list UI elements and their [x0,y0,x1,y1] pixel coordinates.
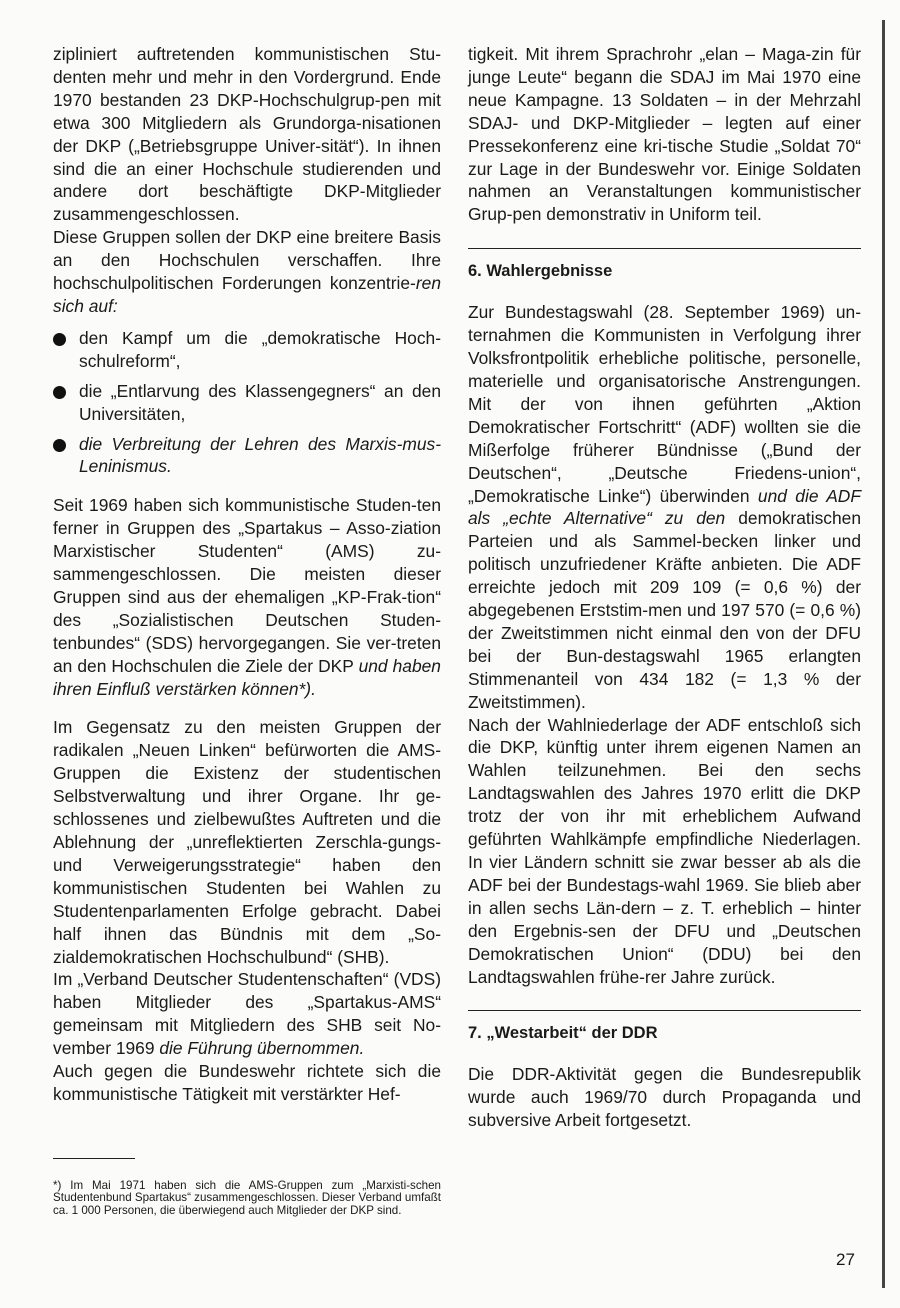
paragraph-bundestagswahl-text: Zur Bundestagswahl (28. September 1969) un-ternahmen die Kommunisten in Verfolgung ihrer Volksfrontpolitik erhebliche politische, personelle, materielle und organisatorische Anstrengungen. Mit der von ihnen geführten „Aktion Demokratischer Fortschritt“ (ADF) wollten sie die Mißerfolge früherer Bündnisse („Bund der Deutschen“, „Deutsche Friedens-union“, „Demokratische Linke“) überwinden [468,302,861,506]
paragraph-vds [53,968,441,1060]
paragraph-bundestagswahl [468,301,861,713]
paragraph-spartakus-text: Seit 1969 haben sich kommunistische Studen-ten ferner in Gruppen des „Spartakus – Asso-ziation Marxistischer Studenten“ (AMS) zu-sammengeschlossen. Die meisten dieser Gruppen sind aus der ehemaligen „KP-Frak-tion“ des „Sozialistischen Deutschen Studen-tenbundes“ (SDS) hervorgegangen. Sie ver-treten an den Hochschulen die Ziele der DKP [53,495,441,676]
paragraph-basis-hochschulen [53,226,441,318]
section-title: 7. „Westarbeit“ der DDR [468,1024,658,1043]
bullet-item-text: den Kampf um die „demokratische Hoch-schulreform“, [79,327,441,371]
bullet-item [53,327,441,373]
bullet-item [53,380,441,426]
paragraph-spartakus-italic: und haben ihren Einfluß verstärken können*). [53,655,441,699]
demands-bullet-list [53,327,441,478]
footnote-divider [53,1158,135,1159]
right-column [468,43,861,1132]
paragraph-sdaj-kampagne: tigkeit. Mit ihrem Sprachrohr „elan – Maga-zin für junge Leute“ begann die SDAJ im Mai 1970 eine neue Kampagne. 13 Soldaten – in der Mehrzahl SDAJ- und DKP-Mitglieder – legten auf einer Pressekonferenz eine kri-tische Studie „Soldat 70“ zur Lage in der Bundeswehr vor. Einige Soldaten nahmen an Veranstaltungen kommunistischer Grup-pen demonstrativ in Uniform teil. [468,44,861,225]
paragraph-ddr-aktivitaet: Die DDR-Aktivität gegen die Bundesrepublik wurde auch 1969/70 durch Propaganda und subversive Arbeit fortgesetzt. [468,1064,861,1131]
bullet-item [53,433,441,479]
paragraph-vds-italic: die Führung übernommen. [159,1038,365,1059]
paragraph-bundestagswahl-cont: demokratischen Parteien und als Sammel-becken linker und politisch unzufriedener Kräfte anbieten. Die ADF erreichte jedoch mit 209 109 (= 0,6 %) der abgegebenen Erststim-men und 197 570 (= 0,6 %) der Zweitstimmen nicht einmal den von der DFU bei der Bun-destagswahl 1965 erlangten Stimmenanteil von 434 182 (= 1,3 % der Zweitstimmen). [468,508,861,712]
section-heading-wahlergebnisse [468,248,861,287]
bullet-item-text: die „Entlarvung des Klassengegners“ an den Universitäten, [79,380,441,424]
paragraph-vds-text: Im „Verband Deutscher Studentenschaften“ (VDS) haben Mitglieder des „Spartakus-AMS“ gemeinsam mit Mitgliedern des SHB seit No-vember 1969 [53,969,441,1059]
paragraph-bundeswehr: Auch gegen die Bundeswehr richtete sich die kommunistische Tätigkeit mit verstärkter Hef- [53,1061,441,1104]
section-heading-westarbeit [468,1010,861,1049]
paragraph-landtagswahlen: Nach der Wahlniederlage der ADF entschloß sich die DKP, künftig unter ihrem eigenen Namen an Wahlen teilzunehmen. Bei den sechs Landtagswahlen des Jahres 1970 erlitt die DKP trotz der von ihr mit erheblichem Aufwand geführten Wahlkämpfe empfindliche Niederlagen. In vier Ländern schnitt sie zwar besser ab als die ADF bei der Bundestags-wahl 1969. Sie blieb aber in allen sechs Län-dern – z. T. erheblich – hinter den Ergebnis-sen der DFU und „Deutschen Demokratischen Union“ (DDU) bei den Landtagswahlen frühe-rer Jahre zurück. [468,714,861,987]
paragraph-ams-selbstverwaltung: Im Gegensatz zu den meisten Gruppen der radikalen „Neuen Linken“ befürworten die AMS-Gruppen die Existenz der studentischen Selbstverwaltung und ihrer Organe. Ihr ge-schlossenes und zielbewußtes Auftreten und die Ablehnung der „unreflektierten Zerschla-gungs- und Verweigerungsstrategie“ haben den kommunistischen Studenten bei Wahlen zu Studentenparlamenten Erfolge gebracht. Dabei half ihnen das Bündnis mit dem „So-zialdemokratischen Hochschulbund“ (SHB). [53,717,441,967]
left-column [53,43,441,1106]
section-title: 6. Wahlergebnisse [468,262,613,281]
bullet-item-text: die Verbreitung der Lehren des Marxis-mus-Leninismus. [79,433,441,477]
paragraph-basis-text: Diese Gruppen sollen der DKP eine breitere Basis an den Hochschulen verschaffen. Ihre hochschulpolitischen Forderungen konzentrie- [53,227,441,294]
paragraph-dkp-hochschulgruppen: zipliniert auftretenden kommunistischen Stu-denten mehr und mehr in den Vordergrund. Ende 1970 bestanden 23 DKP-Hochschulgrup-pen mit etwa 300 Mitgliedern als Grundorga-nisationen der DKP („Betriebsgruppe Univer-sität“). In ihnen sind die an einer Hochschule studierenden und andere dort beschäftigte DKP-Mitglieder zusammengeschlossen. [53,44,441,225]
footnote: *) Im Mai 1971 haben sich die AMS-Gruppen zum „Marxisti-schen Studentenbund Spartakus“ zusammengeschlossen. Dieser Verband umfaßt ca. 1 000 Personen, die überwiegend auch Mitglieder der DKP sind. [53,1178,441,1217]
paragraph-spartakus-ams [53,494,441,700]
paragraph-basis-italic: ren sich auf: [53,273,441,316]
scan-edge-line [882,20,885,1288]
paragraph-bundestagswahl-italic: und die ADF als „echte Alternative“ zu den [468,485,861,529]
page-number: 27 [836,1250,855,1269]
